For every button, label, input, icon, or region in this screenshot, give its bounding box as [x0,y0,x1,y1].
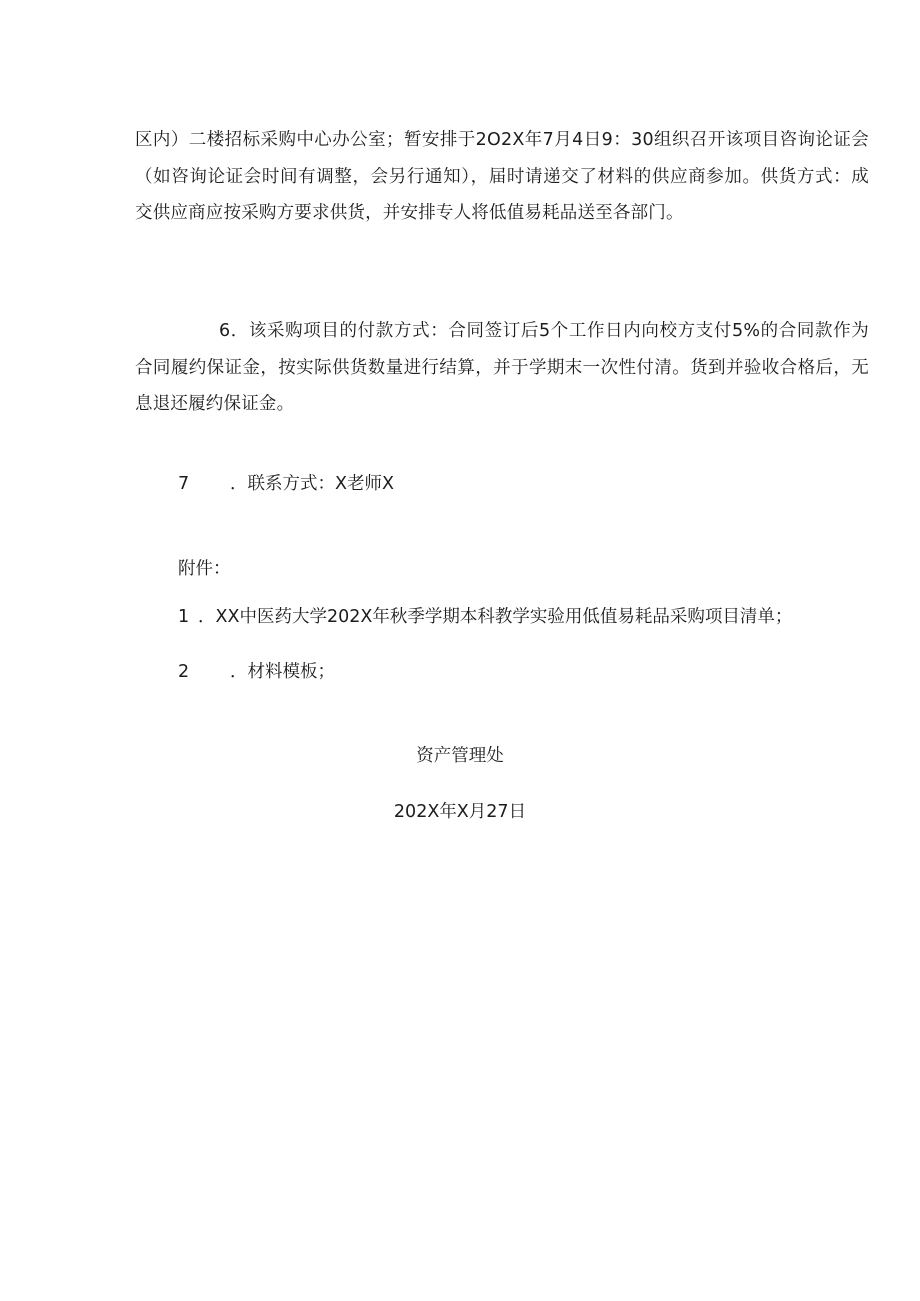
item-7-text: ．联系方式：X老师X [230,474,394,494]
attachment-item-2 [178,660,335,684]
attachments-label: 附件： [178,559,231,579]
item-6-payment-terms [135,313,869,423]
item-7-contact [178,472,394,496]
paragraph-meeting-arrangement: 区内）二楼招标采购中心办公室；暂安排于2O2X年7月4日9：30组织召开该项目咨询论证会（如咨询论证会时间有调整，会另行通知），届时请递交了材料的供应商参加。供货方式：成交供应商应按采购方要求供货，并安排专人将低值易耗品送至各部门。 [135,130,869,223]
item-7-number: 7 [178,474,190,494]
attachment-2-number: 2 [178,662,190,682]
signature-date: 202X年X月27日 [393,802,527,822]
signature-department: 资产管理处 [416,746,504,766]
attachment-2-text: ．材料模板； [230,662,335,682]
item-6-text: ．该采购项目的付款方式：合同签订后5个工作日内向校方支付5%的合同款作为合同履约保证金，按实际供货数量进行结算，并于学期末一次性付清。货到并验收合格后，无息退还履约保证金。 [135,321,869,414]
item-6-number: 6 [219,321,231,341]
attachment-item-1 [178,605,792,629]
attachment-1-text: ．XX中医药大学202X年秋季学期本科教学实验用低值易耗品采购项目清单； [198,607,793,627]
attachment-1-number: 1 [178,607,190,627]
